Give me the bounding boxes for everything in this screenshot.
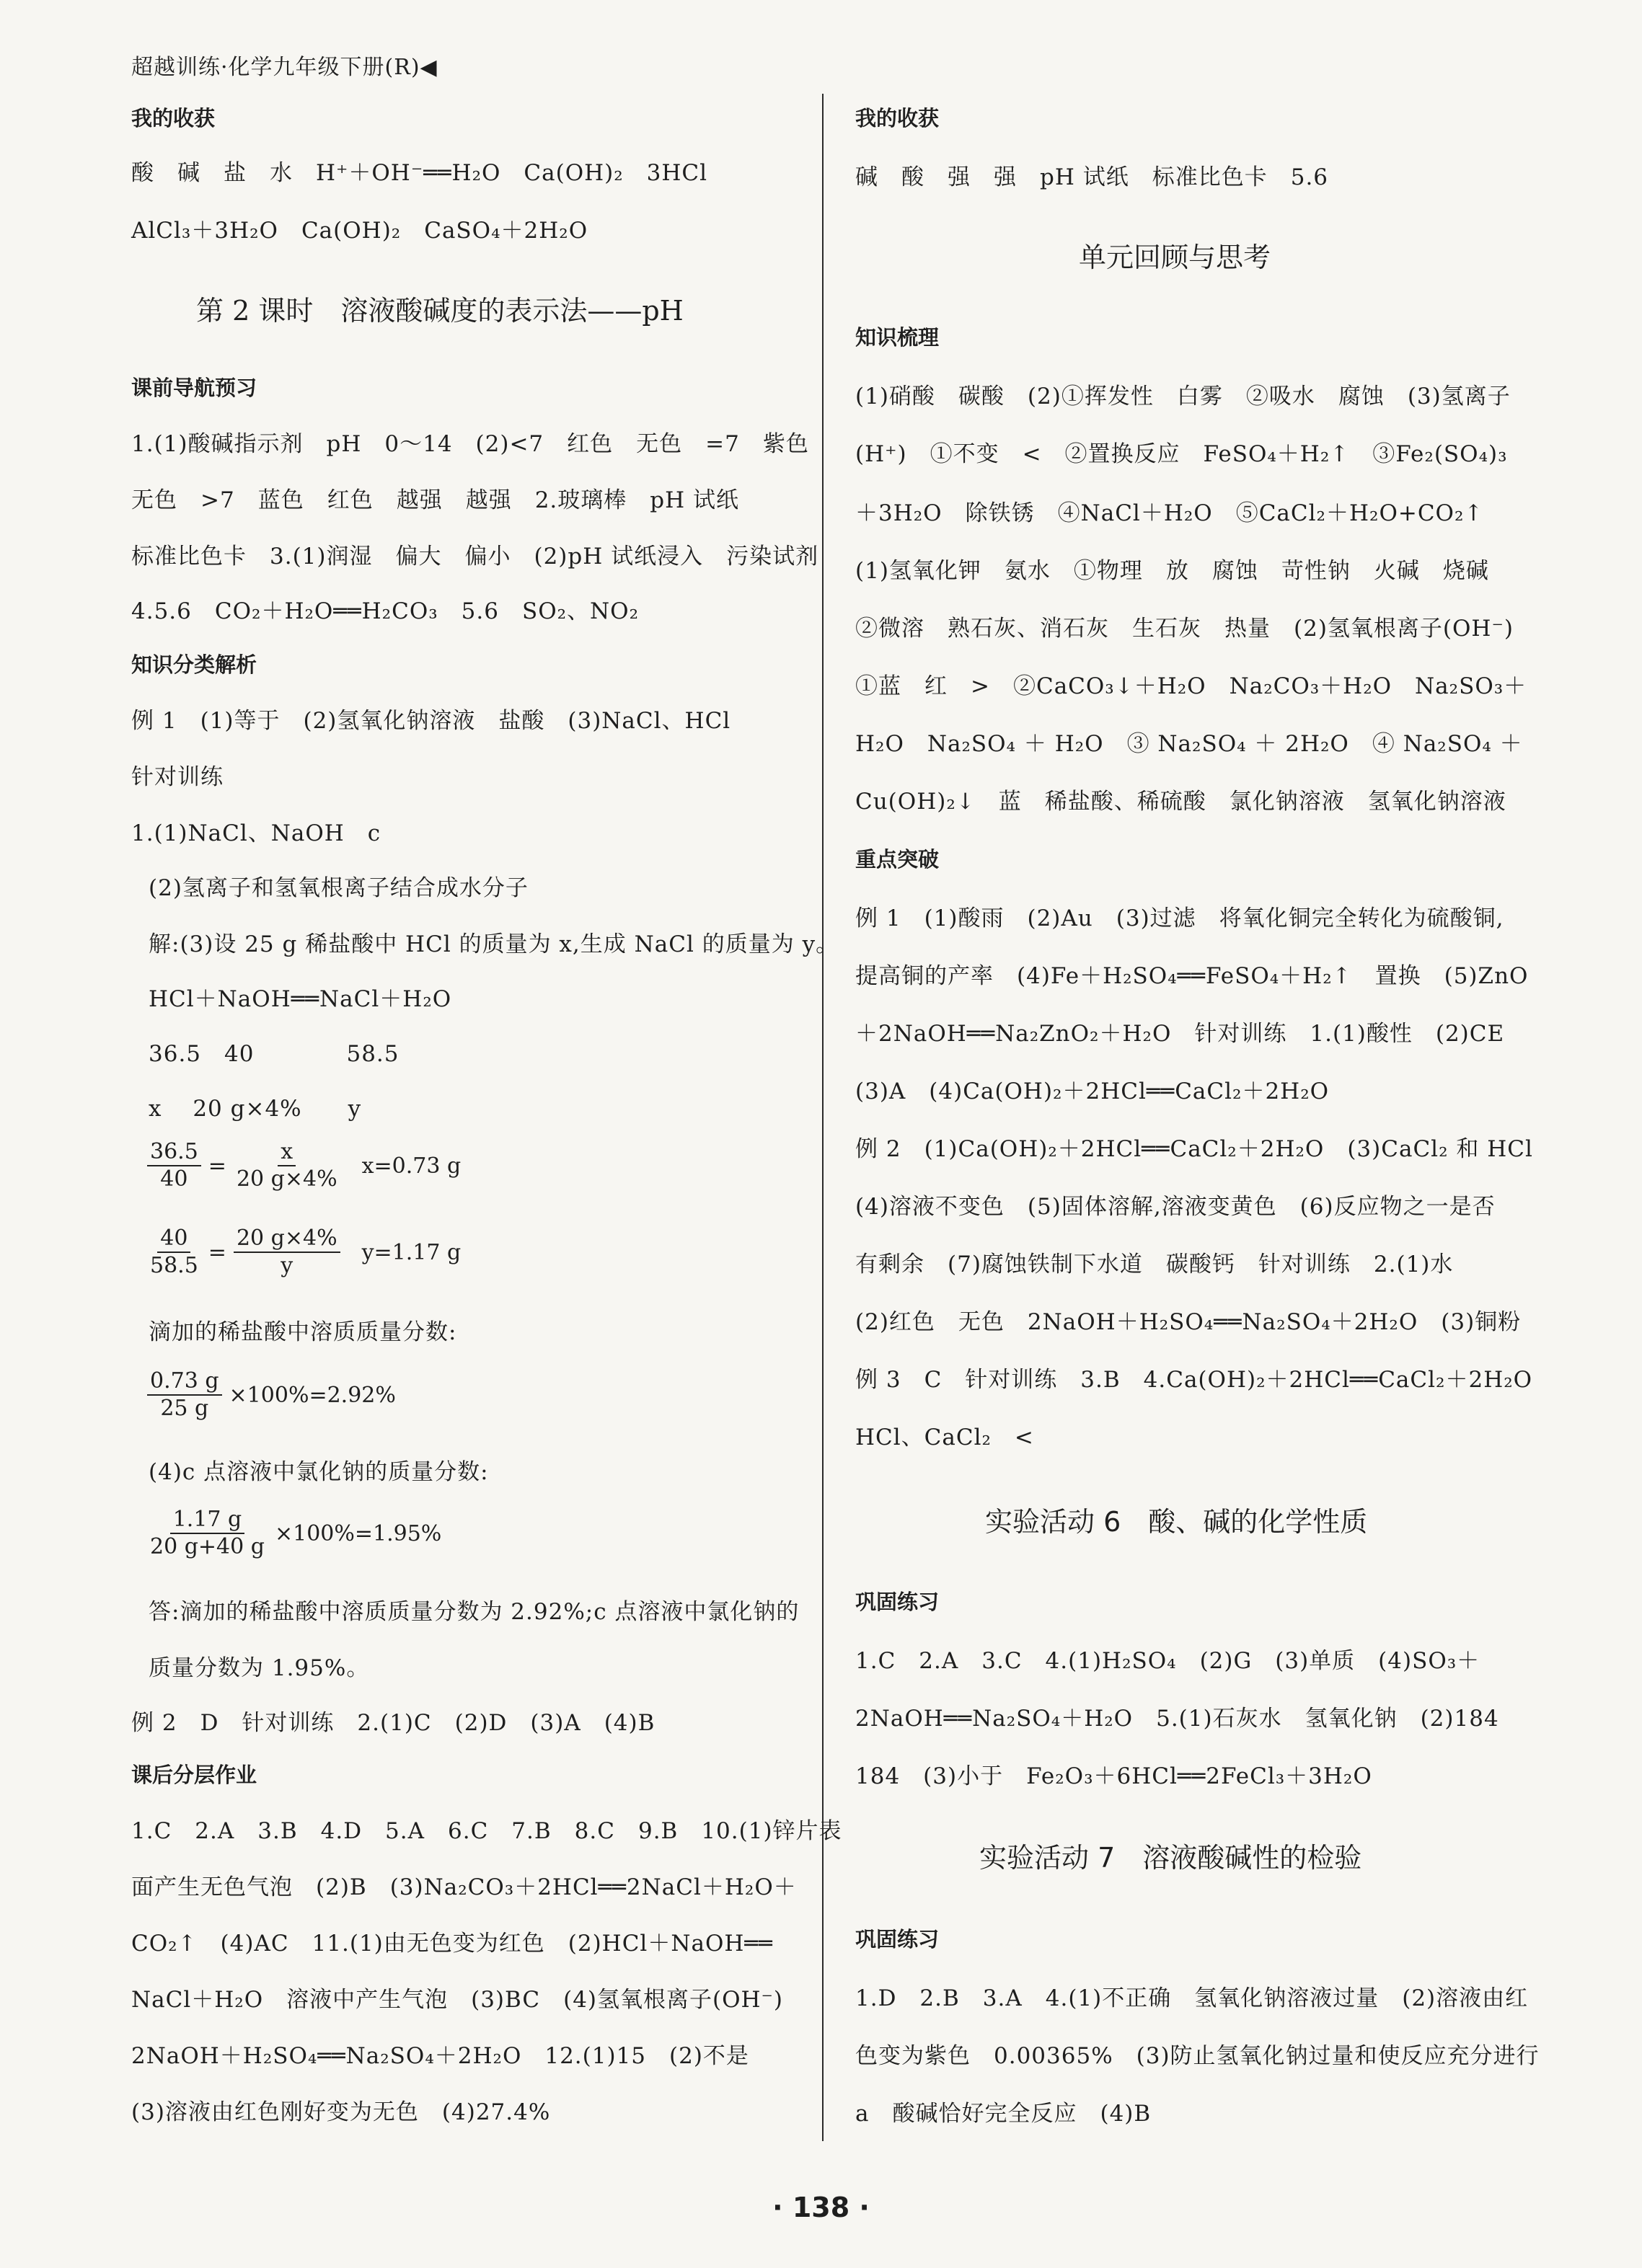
- fraction-equation-2: $\frac{40}{58.5}$ = $\frac{20 g\times 4\%}{y}$ y=1.17 g: [150, 1226, 462, 1278]
- text-line: 面产生无色气泡 (2)B (3)Na₂CO₃＋2HCl══2NaCl＋H₂O＋: [131, 1874, 797, 1900]
- harvest-heading: 我的收获: [855, 106, 940, 130]
- text-line: 色变为紫色 0.00365% (3)防止氢氧化钠过量和使反应充分进行: [855, 2043, 1540, 2069]
- unit-review-title: 单元回顾与思考: [1079, 242, 1271, 273]
- experiment-6-title: 实验活动 6 酸、碱的化学性质: [985, 1506, 1368, 1538]
- text-line: 例 1 (1)酸雨 (2)Au (3)过滤 将氧化铜完全转化为硫酸铜,: [855, 905, 1504, 931]
- text-line: 有剩余 (7)腐蚀铁制下水道 碳酸钙 针对训练 2.(1)水: [855, 1252, 1454, 1277]
- text-line: 例 3 C 针对训练 3.B 4.Ca(OH)₂＋2HCl══CaCl₂＋2H₂O: [855, 1367, 1533, 1393]
- text-line: 2NaOH＋H₂SO₄══Na₂SO₄＋2H₂O 12.(1)15 (2)不是: [131, 2043, 749, 2069]
- text-line: 标准比色卡 3.(1)润湿 偏大 偏小 (2)pH 试纸浸入 污染试剂: [131, 544, 819, 570]
- text-line: 1.D 2.B 3.A 4.(1)不正确 氢氧化钠溶液过量 (2)溶液由红: [855, 1985, 1529, 2011]
- text-line: (4)c 点溶液中氯化钠的质量分数:: [149, 1459, 489, 1485]
- text-line: 答:滴加的稀盐酸中溶质质量分数为 2.92%;c 点溶液中氯化钠的: [149, 1599, 800, 1625]
- text-line: 1.(1)酸碱指示剂 pH 0～14 (2)<7 红色 无色 =7 紫色: [131, 431, 809, 457]
- text-line: 例 2 D 针对训练 2.(1)C (2)D (3)A (4)B: [131, 1710, 656, 1736]
- text-line: x 20 g×4% y: [149, 1096, 362, 1122]
- text-line: 质量分数为 1.95%。: [149, 1655, 370, 1681]
- text-line: NaCl＋H₂O 溶液中产生气泡 (3)BC (4)氢氧根离子(OH⁻): [131, 1987, 784, 2013]
- text-line: 1.(1)NaCl、NaOH c: [131, 820, 381, 846]
- text-line: a 酸碱恰好完全反应 (4)B: [855, 2101, 1152, 2127]
- text-line: (H⁺) ①不变 < ②置换反应 FeSO₄＋H₂↑ ③Fe₂(SO₄)₃: [855, 441, 1508, 467]
- text-line: 碱 酸 强 强 pH 试纸 标准比色卡 5.6: [855, 164, 1329, 190]
- preview-heading: 课前导航预习: [131, 376, 257, 400]
- homework-heading: 课后分层作业: [131, 1763, 257, 1787]
- experiment-7-title: 实验活动 7 溶液酸碱性的检验: [979, 1842, 1362, 1874]
- text-line: 36.5 40 58.5: [149, 1041, 400, 1067]
- text-line: Cu(OH)₂↓ 蓝 稀盐酸、稀硫酸 氯化钠溶液 氢氧化钠溶液: [855, 789, 1506, 815]
- text-line: 例 1 (1)等于 (2)氢氧化钠溶液 盐酸 (3)NaCl、HCl: [131, 708, 731, 734]
- running-header: 超越训练·化学九年级下册(R)◀: [131, 55, 438, 80]
- text-line: H₂O Na₂SO₄ ＋ H₂O ③ Na₂SO₄ ＋ 2H₂O ④ Na₂SO₄ ＋: [855, 731, 1523, 757]
- text-line: 例 2 (1)Ca(OH)₂＋2HCl══CaCl₂＋2H₂O (3)CaCl₂ 和 HCl: [855, 1136, 1533, 1162]
- text-line: 酸 碱 盐 水 H⁺＋OH⁻══H₂O Ca(OH)₂ 3HCl: [131, 160, 708, 186]
- text-line: CO₂↑ (4)AC 11.(1)由无色变为红色 (2)HCl＋NaOH══: [131, 1931, 773, 1957]
- text-line: HCl、CaCl₂ <: [855, 1425, 1034, 1450]
- harvest-heading: 我的收获: [131, 106, 216, 130]
- text-line: (2)红色 无色 2NaOH＋H₂SO₄══Na₂SO₄＋2H₂O (3)铜粉: [855, 1309, 1522, 1335]
- text-line: ＋3H₂O 除铁锈 ④NaCl＋H₂O ⑤CaCl₂＋H₂O+CO₂↑: [855, 500, 1484, 526]
- text-line: (3)溶液由红色刚好变为无色 (4)27.4%: [131, 2099, 551, 2125]
- text-line: (1)硝酸 碳酸 (2)①挥发性 白雾 ②吸水 腐蚀 (3)氢离子: [855, 384, 1511, 409]
- fraction-equation-3: $\frac{0.73 g}{25 g}$ ×100%=2.92%: [147, 1368, 396, 1422]
- text-line: 滴加的稀盐酸中溶质质量分数:: [149, 1319, 457, 1345]
- text-line: (3)A (4)Ca(OH)₂＋2HCl══CaCl₂＋2H₂O: [855, 1078, 1330, 1104]
- text-line: 4.5.6 CO₂＋H₂O══H₂CO₃ 5.6 SO₂、NO₂: [131, 598, 640, 624]
- key-points-heading: 重点突破: [855, 847, 940, 872]
- text-line: (2)氢离子和氢氧根离子结合成水分子: [149, 875, 529, 901]
- text-line: 1.C 2.A 3.C 4.(1)H₂SO₄ (2)G (3)单质 (4)SO₃＋: [855, 1648, 1480, 1674]
- text-line: 针对训练: [131, 764, 224, 790]
- text-line: ②微溶 熟石灰、消石灰 生石灰 热量 (2)氢氧根离子(OH⁻): [855, 616, 1514, 642]
- knowledge-heading: 知识梳理: [855, 325, 940, 350]
- text-line: 184 (3)小于 Fe₂O₃＋6HCl══2FeCl₃＋3H₂O: [855, 1763, 1372, 1789]
- text-line: (4)溶液不变色 (5)固体溶解,溶液变黄色 (6)反应物之一是否: [855, 1194, 1496, 1220]
- page-number: · 138 ·: [772, 2192, 870, 2223]
- lesson-title: 第 2 课时 溶液酸碱度的表示法——pH: [196, 295, 684, 327]
- text-line: AlCl₃＋3H₂O Ca(OH)₂ CaSO₄＋2H₂O: [131, 218, 588, 244]
- equation-line: HCl＋NaOH══NaCl＋H₂O: [149, 986, 452, 1012]
- text-line: 2NaOH══Na₂SO₄＋H₂O 5.(1)石灰水 氢氧化钠 (2)184: [855, 1706, 1499, 1732]
- text-line: 提高铜的产率 (4)Fe＋H₂SO₄══FeSO₄＋H₂↑ 置换 (5)ZnO: [855, 963, 1529, 989]
- fraction-equation-4: $\frac{1.17 g}{20 g+40 g}$ ×100%=1.95%: [150, 1507, 442, 1559]
- practice-heading: 巩固练习: [855, 1927, 940, 1952]
- text-line: (1)氢氧化钾 氨水 ①物理 放 腐蚀 苛性钠 火碱 烧碱: [855, 558, 1489, 584]
- text-line: 1.C 2.A 3.B 4.D 5.A 6.C 7.B 8.C 9.B 10.(1)锌片表: [131, 1818, 842, 1844]
- text-line: ①蓝 红 > ②CaCO₃↓＋H₂O Na₂CO₃＋H₂O Na₂SO₃＋: [855, 673, 1527, 699]
- practice-heading: 巩固练习: [855, 1590, 940, 1614]
- fraction-equation-1: $\frac{36.5}{40}$ = $\frac{x}{20 g\times 4\%}$ x=0.73 g: [147, 1139, 461, 1192]
- text-line: 无色 >7 蓝色 红色 越强 越强 2.玻璃棒 pH 试纸: [131, 487, 740, 513]
- analysis-heading: 知识分类解析: [131, 652, 257, 677]
- text-line: 解:(3)设 25 g 稀盐酸中 HCl 的质量为 x,生成 NaCl 的质量为 y。: [149, 931, 839, 957]
- text-line: ＋2NaOH══Na₂ZnO₂＋H₂O 针对训练 1.(1)酸性 (2)CE: [855, 1021, 1505, 1047]
